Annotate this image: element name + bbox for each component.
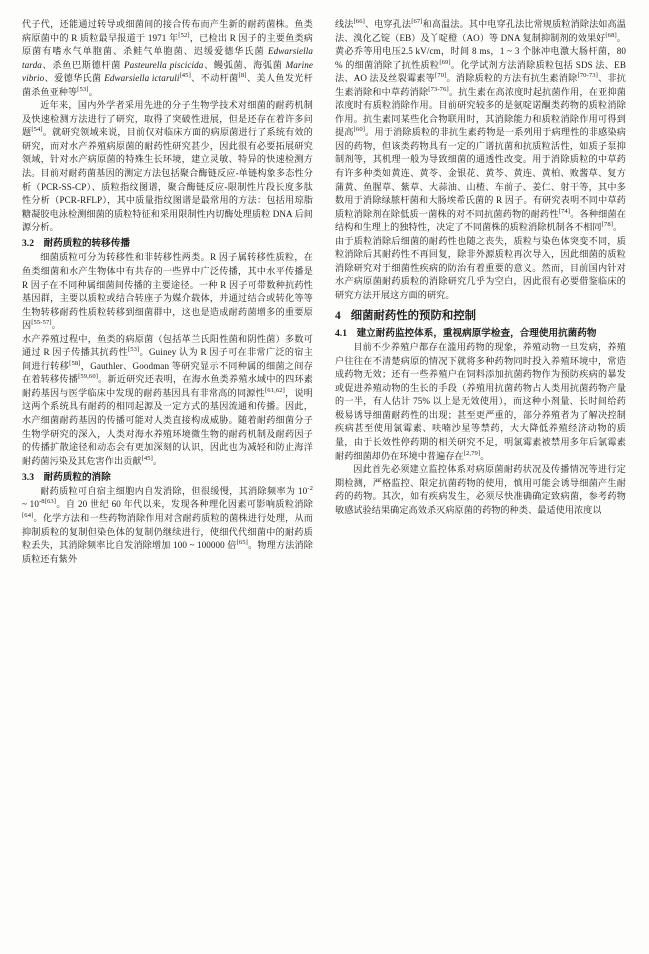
reference-marker: [53]: [127, 346, 140, 354]
heading-4-1: 4.1 建立耐药监控体系，重视病原学检查，合理使用抗菌药物: [335, 327, 597, 339]
reference-marker: [53]: [77, 85, 89, 93]
right-column: [335, 18, 626, 940]
latin-species-name: Pasteurella piscicida: [124, 59, 204, 70]
section-number: 4: [335, 310, 341, 323]
reference-marker: [59,60]: [78, 373, 99, 381]
latin-species-name: Edwarsiella ictaruli: [104, 73, 180, 84]
reference-marker: [45]: [141, 454, 153, 462]
two-column-layout: [22, 18, 627, 940]
left-column: [22, 18, 313, 940]
reference-marker: [8]: [238, 72, 247, 80]
reference-marker: [2,79]: [463, 449, 481, 457]
reference-marker: [74]: [558, 207, 571, 215]
reference-marker: [66]: [353, 17, 365, 25]
latin-species-name: Marine vibrio: [22, 59, 313, 84]
heading-4: [335, 305, 626, 324]
reference-marker: [67]: [411, 17, 423, 25]
reference-marker: -2: [307, 484, 313, 492]
reference-marker: [58]: [69, 359, 81, 367]
reference-marker: [70-73]: [577, 72, 598, 80]
reference-marker: [68]: [605, 31, 617, 39]
reference-marker: [70]: [435, 72, 447, 80]
reference-marker: [45]: [179, 72, 191, 80]
para-plasmid-elimination: 耐药质粒可自宿主细胞内自发消除，但很缓慢，其消除频率为 $10^{-2}$ ~ $10^{-8[63]}$。自 20 世纪 60 年代以来，发现各种理化因素可影响质粒消除[64]。化学方法和一些药物消除作用对含耐药质粒的菌株进行处理，从而抑制质粒的复制但染色体的复制仍继续进行，使细代代细菌中的耐药质粒丢失，其消除频率比自发消除增加 100 ~ 100000 倍[65]。物理方法消除质粒还有紫外: [22, 484, 314, 564]
para-aquatic-overpass: 水产养殖过程中，鱼类的病原菌（包括革兰氏阳性菌和阴性菌）多数可通过 R 因子传播其抗药性[53]。Guiney 认为 R 因子可在非常广泛的宿主间进行转移[58]，Gauthler、Goodman 等研究显示不同种属的细菌之间存在着转移传播[59,60]。新近研究还表明，在海水鱼类养殖水域中的四环素耐药基因与医学临床中发现的耐药基因具有非常高的同源性[61,62]，说明这两个系统具有耐药的相同起源及一定方式的基因流通和传播。因此，水产细菌耐药基因的传播可能对人类直接构成威胁。随着耐药细菌分子生物学研究的深入，人类对海水养殖环境微生物的耐药机制及耐药因子的传播扩散途径和动态会有更加深刻的认识，因此也为减轻和防止海洋耐药菌污染及其危害作出贡献[45]。: [22, 333, 313, 466]
reference-marker: -8: [38, 498, 45, 506]
reference-marker: [78]: [601, 221, 614, 229]
reference-marker: [69]: [439, 58, 451, 66]
reference-marker: [63]: [44, 498, 57, 506]
para-uv-electroporation: 线法[66]、电穿孔法[67]和高温法。其中电穿孔法比常规质粒消除法如高温法、溴化乙锭（EB）及丫啶橙（AO）等 DNA 复制抑制剂的效果好[68]。黄必乔等用电压2.5 kV/cm，时间 8 ms，1 ~ 3 个脉冲电激大肠杆菌，80 % 的细菌消除了抗性质粒[69]。化学试剂方法消除质粒包括 SDS 法、EB 法、AO 法及丝裂霉素等[70]。消除质粒的方法有抗生素消除[70-73]、非抗生素消除和中草药消除[73-76]。抗生素在高浓度时起抗菌作用，在亚抑菌浓度时有质粒消除作用。目前研究较多的是氨啶诺酮类药物的质粒消除作用。抗生素同某些化合物联用时，其消除能力和质粒消除作用可得到提高[60]。用于消除质粒的非抗生素药物是一系列用于病理性的非感染病因的药物，但该类药物具有一定的广谱抗菌和抗质粒活性，如质子泵抑制剂等，其机理一般为导致细菌的通透性改变。用于消除质粒的中草药有许多种类如黄连、黄苓、金银花、黄芩、黄连、黄柏、败酱草、复方蒲黄、鱼腥草、紫草、大蒜油、山楂、车前子、姜仁、射干等，其中多数用于消除绿脓杆菌和大肠埃希氏菌的 R 因子。有研究表明不同中草药质粒消除剂在除低质一菌株的对不同抗菌药物的耐药性[74]。各种细菌在结构和生理上的独特性，决定了不同菌株的质粒消除机制各不相同[78]。: [335, 17, 627, 233]
reference-marker: [52]: [178, 31, 190, 39]
section-title: 细菌耐药性的预防和控制: [350, 310, 477, 323]
reference-marker: [54]: [31, 126, 43, 134]
para-drug-abuse: 目前不少养殖户都存在滥用药物的现象，养殖动物一旦发病，养殖户往往在不清楚病原的情况下就将多种药物同时投入养殖环境中，常造成药物无效；还有一些养殖户在饲料添加抗菌药物作为预防疾病的暴发或促进养殖动物的生长的手段（养殖用抗菌药物占人类用抗菌药物产量的一半，有人估计 75% 以上是无效使用），而这种小剂量、长时间给药极易诱导细菌耐药性的出现；甚至更严重的，部分养殖者为了解决控制疾病甚至使用氯霉素、呋喃沙星等禁药，大大降低养殖经济动物的质量，由于长效性停药期的相关研究不足，明氯霉素被禁用多年后氯霉素耐药细菌却仍在环境中普遍存在[2,79]。: [335, 342, 626, 461]
reference-marker: [60]: [353, 126, 366, 134]
para-plasmid-loss-conclusion: 由于质粒消除后细菌的耐药性也随之丧失，质粒与染色体突变不同，质粒消除后其耐药性不再回复，除非外源质粒再次导入，因此细菌的质粒消除研究对于细菌性疾病的防治有着重要的意义。然而，目前国内针对水产病原菌耐药质粒的消除研究几乎为空白，因此很有必要借鉴临床的研究方法开展这方面的研究。: [335, 235, 626, 300]
para-r-factor-transfer: 细菌质粒可分为转移性和非转移性两类。R 因子属转移性质粒，在鱼类细菌和水产生物体中有共存的一些界中广泛传播，其中水平传播是 R 因子在不同种属细菌间传播的主要途径。一种 R 因子可带数种抗药性基因群，主要以质粒或结合转座子为媒介载体，并通过结合或转化等等生物转移耐药性质粒转移到细菌群中，这也是造成耐药菌增多的重要原因[55-57]。: [22, 252, 313, 331]
reference-marker: [65]: [236, 539, 248, 547]
reference-marker: [61,62]: [265, 386, 285, 394]
para-transduction-conjugation: 代子代，还能通过转导或细菌间的接合传布而产生新的耐药菌株。鱼类病原菌中的 R 质粒最早报道于 1971 年[52]，已检出 R 因子的主要鱼类病原菌有嗜水气单胞菌、杀鲑气单胞菌、迟缓爱德华氏菌 Edwarsiella tarda、杀鱼巴斯德杆菌 Pasteurella piscicida、鳗弧菌、海弧菌 Marine vibrio、爱德华氏菌 Edwarsiella ictaruli[45]、不动杆菌[8]、美人鱼发光杆菌杀鱼亚种等[53]。: [22, 19, 313, 97]
reference-marker: [64]: [22, 511, 34, 519]
para-monitoring-system: 因此首先必须建立监控体系对病原菌耐药状况及传播情况等进行定期检测，严格监控、限定抗菌药物的使用，慎用可能会诱导细菌产生耐药的药物。其次，如有疾病发生，必须尽快准确确定致病菌，参考药物敏感试验结果确定高效杀灭病原菌的药物的种类、最适使用浓度以: [335, 464, 626, 515]
heading-3-2: 3.2 耐药质粒的转移传播: [22, 238, 130, 250]
reference-marker: [73-76]: [428, 85, 449, 93]
para-molecular-methods: 近年来，国内外学者采用先进的分子生物学技术对细菌的耐药机制及快速检测方法进行了研究，取得了突破性进展，但是还存在着许多问题[54]。就研究领域来说，目前仅对临床方面的病原菌进行了系统有效的研究，而对水产养殖病原菌的耐药性研究甚少，因此很有必要拓展研究领域，针对水产病原菌的特殊生长环境，建立灵敏、特异的快速检测方法。目前对耐药菌基因的测定方法包括聚合酶链反应-单链构象多态性分析（PCR-SS-CP）、质粒指纹图谱，聚合酶链反应-限制性片段长度多肽性分析（PCR-RFLP），其中质量指纹图谱是最常用的方法：包括用琼脂糖凝胶电泳检测细菌的质粒特征和采用限制性内切酶处理质粒 DNA 后间源分析。: [22, 100, 313, 233]
latin-species-name: Edwarsiella tarda: [22, 46, 313, 70]
heading-3-3: 3.3 耐药质粒的消除: [22, 471, 111, 483]
reference-marker: [55-57]: [31, 319, 52, 327]
